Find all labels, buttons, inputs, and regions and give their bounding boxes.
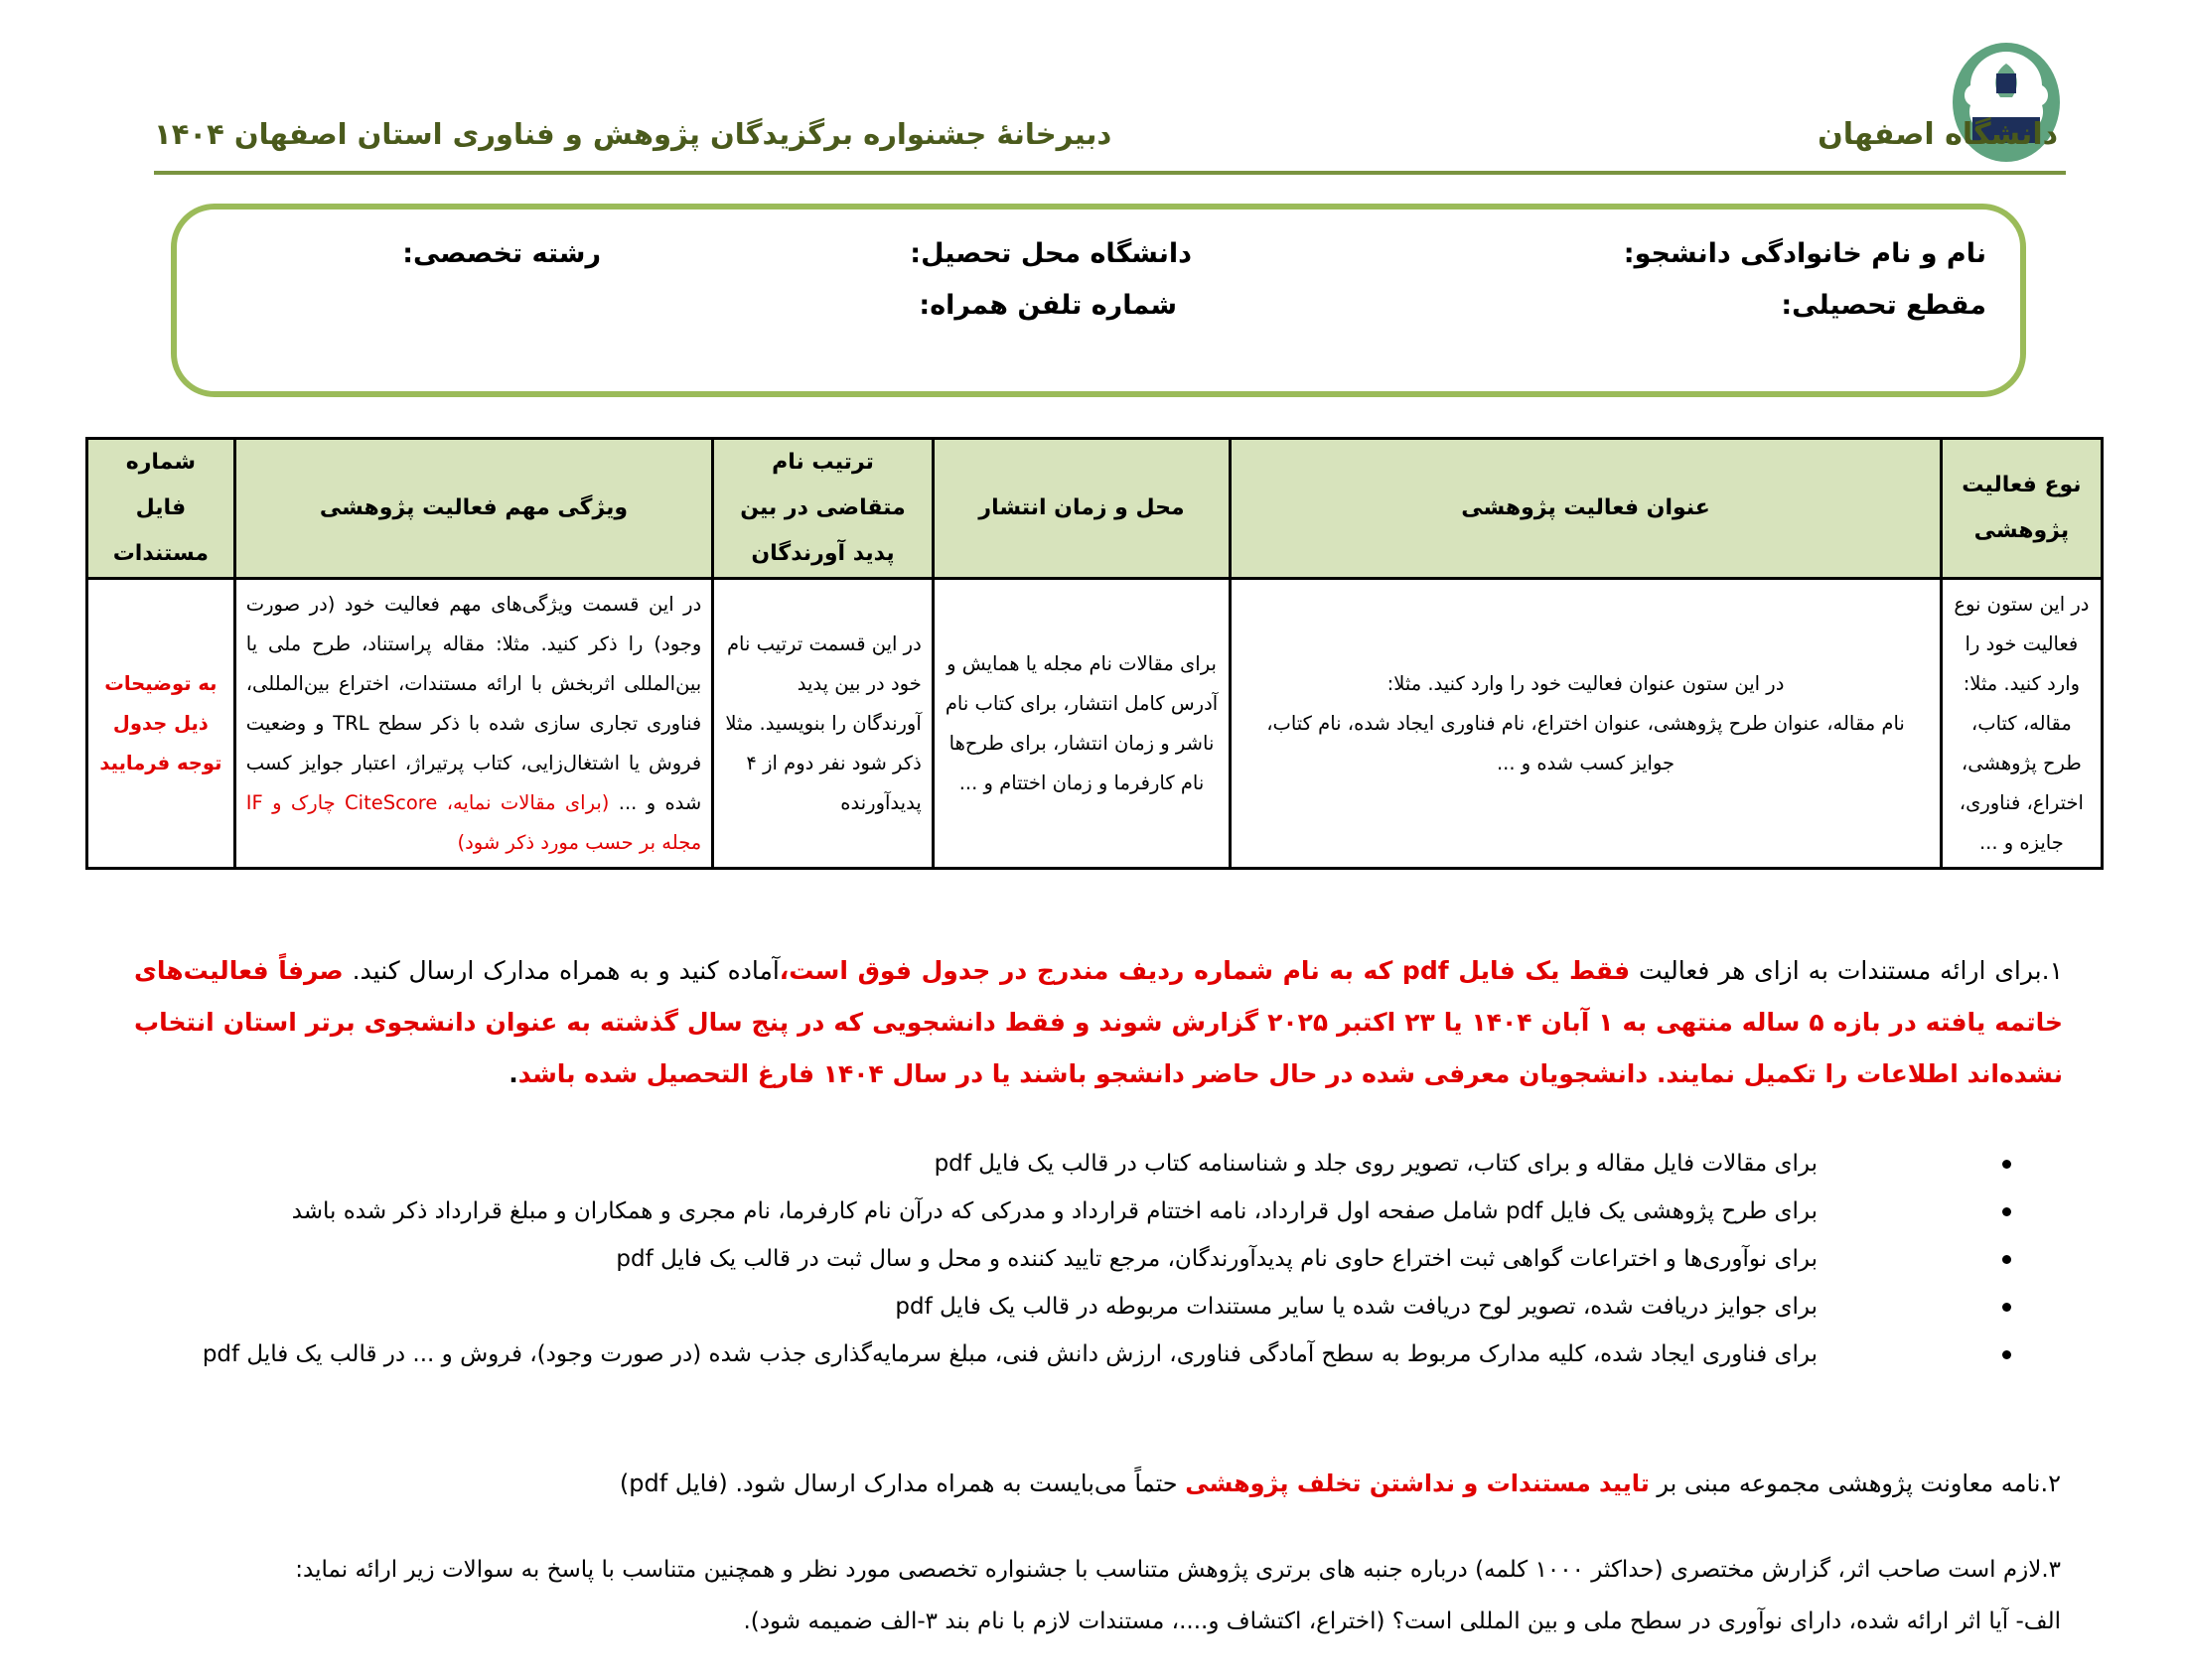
col-activity-type: نوع فعالیت پژوهشی xyxy=(1941,439,2102,579)
list-item xyxy=(129,1140,1907,1188)
feature-indexing-note: (برای مقالات نمایه، CiteScore چارک و IF مجله بر حسب مورد ذکر شود) xyxy=(245,790,702,854)
col-activity-title: عنوان فعالیت پژوهشی xyxy=(1231,439,1942,579)
bullet-icon xyxy=(2002,1255,2011,1264)
note-3 xyxy=(124,1544,2061,1647)
title-examples: نام مقاله، عنوان طرح پژوهشی، عنوان اختراع، نام فناوری ایجاد شده، نام کتاب، جوایز کسب شده و ... xyxy=(1266,711,1905,774)
bullet-icon xyxy=(2002,1303,2011,1312)
phone-field[interactable]: شماره تلفن همراه: xyxy=(919,290,1177,321)
note-2-intro: ۲.نامه معاونت پژوهشی مجموعه مبنی بر xyxy=(1649,1470,2061,1497)
cell-key-feature[interactable] xyxy=(234,579,713,869)
cell-file-number[interactable]: به توضیحات ذیل جدول توجه فرمایید xyxy=(87,579,235,869)
feature-text: در این قسمت ویژگی‌های مهم فعالیت خود (در صورت وجود) را ذکر کنید. مثلا: مقاله پراستناد، طرح ملی یا بین‌المللی اثربخش با ارائه مستندات، اختراع بین‌المللی، فناوری تجاری سازی شده با ذکر سطح TRL و وضعیت فروش یا اشتغال‌زایی، کتاب پرتیراژ، اعتبار جوایز کسب شده و ... xyxy=(245,592,702,814)
col-author-order: ترتیب نام متقاضی در بین پدید آورندگان xyxy=(713,439,934,579)
degree-field[interactable]: مقطع تحصیلی: xyxy=(1781,290,1986,321)
header-divider xyxy=(154,171,2066,175)
note-1-send: آماده کنید و به همراه مدارک ارسال کنید. xyxy=(343,956,780,985)
note-1 xyxy=(134,945,2063,1100)
university-field[interactable]: دانشگاه محل تحصیل: xyxy=(910,238,1192,269)
table-header-row xyxy=(87,439,2103,579)
list-item xyxy=(129,1235,1907,1283)
research-activity-table xyxy=(85,437,2104,870)
note-3-question-a: الف- آیا اثر ارائه شده، دارای نوآوری در سطح ملی و بین المللی است؟ (اختراع، اکتشاف و....، مستندات لازم با نام بند ۳-الف ضمیمه شود). xyxy=(743,1609,2061,1634)
note-1-single-pdf: فقط یک فایل pdf که به نام شماره ردیف مندرج در جدول فوق است، xyxy=(779,956,1631,985)
major-field[interactable]: رشته تخصصی: xyxy=(402,238,601,269)
note-2-emphasis: تایید مستندات و نداشتن تخلف پژوهشی xyxy=(1185,1470,1650,1497)
bullet-text: برای فناوری ایجاد شده، کلیه مدارک مربوط به سطح آمادگی فناوری، ارزش دانش فنی، مبلغ سرمایه‌گذاری جذب شده (در صورت وجود)، فروش و ... در قالب یک فایل pdf xyxy=(202,1341,1818,1367)
secretariat-title: دبیرخانۀ جشنواره برگزیدگان پژوهش و فناوری استان اصفهان ۱۴۰۴ xyxy=(154,117,1112,151)
cell-activity-title[interactable] xyxy=(1231,579,1942,869)
note-1-eligibility: صرفاً فعالیت‌های خاتمه یافته در بازه ۵ ساله منتهی به ۱ آبان ۱۴۰۴ یا ۲۳ اکتبر ۲۰۲۵ گزارش شوند و فقط دانشجویی که در پنج سال گذشته به عنوان دانشجوی برتر استان انتخاب نشده‌اند اطلاعات را تکمیل نمایند. دانشجویان معرفی شده در حال حاضر دانشجو باشند یا در سال ۱۴۰۴ فارغ التحصیل شده باشد xyxy=(134,956,2064,1088)
bullet-icon xyxy=(2002,1160,2011,1169)
note-2 xyxy=(124,1458,2061,1509)
note-1-intro: ۱.برای ارائه مستندات به ازای هر فعالیت xyxy=(1630,956,2063,985)
table-row xyxy=(87,579,2103,869)
bullet-text: برای طرح پژوهشی یک فایل pdf شامل صفحه اول قرارداد، نامه اختتام قرارداد و مدرکی که درآن نام کارفرما، نام مجری و همکاران و مبلغ قرارداد ذکر شده باشد xyxy=(291,1198,1818,1224)
bullet-text: برای نوآوری‌ها و اختراعات گواهی ثبت اختراع حاوی نام پدیدآورندگان، مرجع تایید کننده و محل و سال ثبت در قالب یک فایل pdf xyxy=(616,1246,1818,1272)
list-item xyxy=(129,1283,1907,1330)
list-item xyxy=(129,1188,1907,1235)
student-name-field[interactable]: نام و نام خانوادگی دانشجو: xyxy=(1623,238,1986,269)
note-2-rest: حتماً می‌بایست به همراه مدارک ارسال شود. (فایل pdf) xyxy=(619,1470,1186,1497)
col-key-feature: ویژگی مهم فعالیت پژوهشی xyxy=(234,439,713,579)
cell-publication-venue[interactable]: برای مقالات نام مجله یا همایش و آدرس کامل انتشار، برای کتاب نام ناشر و زمان انتشار، برای طرح‌ها نام کارفرما و زمان اختتام و ... xyxy=(933,579,1231,869)
cell-activity-type[interactable]: در این ستون نوع فعالیت خود را وارد کنید. مثلا: مقاله، کتاب، طرح پژوهشی، اختراع، فناوری، جایزه و ... xyxy=(1941,579,2102,869)
document-requirements-list xyxy=(129,1140,1907,1378)
bullet-text: برای مقالات فایل مقاله و برای کتاب، تصویر روی جلد و شناسنامه کتاب در قالب یک فایل pdf xyxy=(934,1151,1818,1177)
col-publication-venue: محل و زمان انتشار xyxy=(933,439,1231,579)
note-3-intro: ۳.لازم است صاحب اثر، گزارش مختصری (حداکثر ۱۰۰۰ کلمه) درباره جنبه های برتری پژوهش متناسب با جشنواره تخصصی مورد نظر و همچنین متناسب با پاسخ به سوالات زیر ارائه نماید: xyxy=(295,1557,2061,1583)
bullet-text: برای جوایز دریافت شده، تصویر لوح دریافت شده یا سایر مستندات مربوطه در قالب یک فایل pdf xyxy=(895,1294,1818,1320)
list-item xyxy=(129,1330,1907,1378)
bullet-icon xyxy=(2002,1207,2011,1216)
cell-author-order[interactable]: در این قسمت ترتیب نام خود در بین پدید آورندگان را بنویسید. مثلا ذکر شود نفر دوم از ۴ پدیدآورنده xyxy=(713,579,934,869)
col-file-number: شماره فایل مستندات xyxy=(87,439,235,579)
title-instruction: در این ستون عنوان فعالیت خود را وارد کنید. مثلا: xyxy=(1386,671,1785,695)
note-1-period: . xyxy=(509,1059,518,1088)
bullet-icon xyxy=(2002,1350,2011,1359)
university-name: دانشگاه اصفهان xyxy=(1818,117,2058,152)
